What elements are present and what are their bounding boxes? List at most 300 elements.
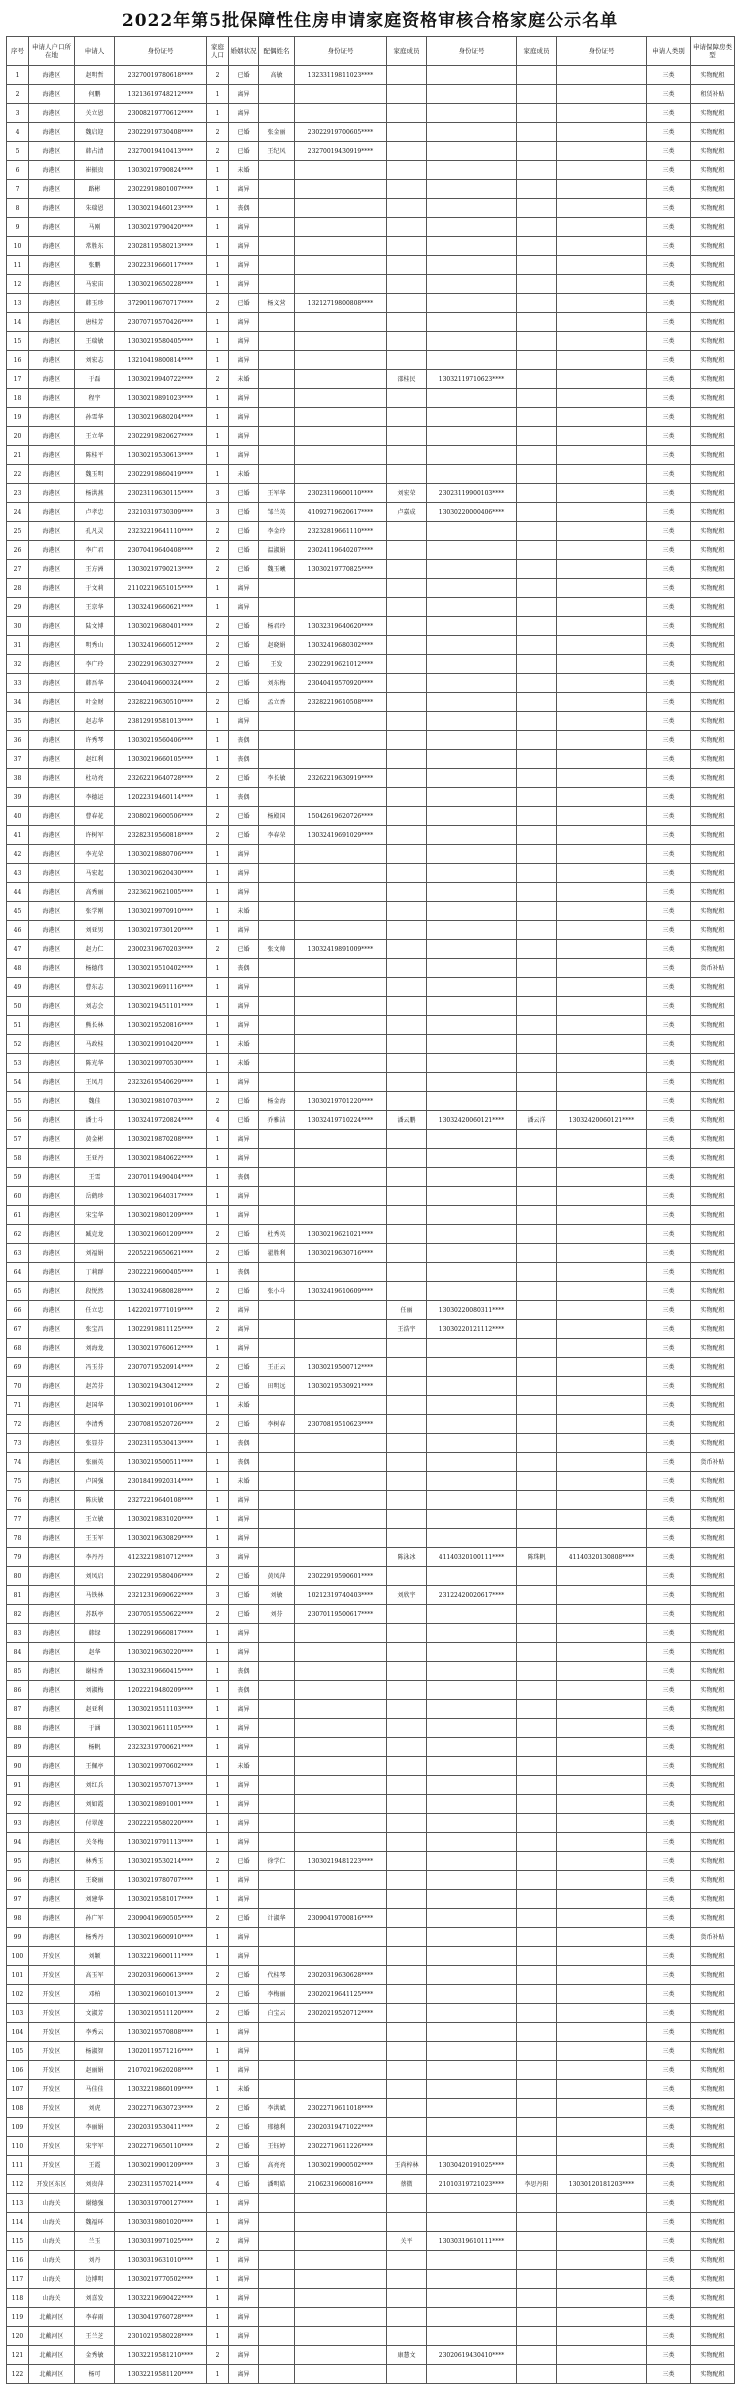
table-row [7, 921, 735, 940]
cell-id: 13030219791113**** [115, 1833, 207, 1852]
cell-residence: 海港区 [29, 465, 75, 484]
cell-household-size: 1 [207, 1947, 229, 1966]
cell-id: 12022319460114**** [115, 788, 207, 807]
col-header-housing-type: 申请保障房类型 [691, 37, 735, 66]
cell-housing-type: 实物配租 [691, 1377, 735, 1396]
cell-spouse-name: 李春荣 [259, 826, 295, 845]
cell-member1-id [427, 1605, 517, 1624]
cell-applicant: 臧克龙 [75, 1225, 115, 1244]
cell-index: 49 [7, 978, 29, 997]
cell-residence: 海港区 [29, 161, 75, 180]
cell-applicant: 刘福娟 [75, 1244, 115, 1263]
cell-member1-id [427, 1643, 517, 1662]
cell-category: 三类 [647, 408, 691, 427]
cell-member1-id [427, 427, 517, 446]
cell-member2 [517, 902, 557, 921]
cell-applicant: 高秀丽 [75, 883, 115, 902]
cell-household-size: 1 [207, 237, 229, 256]
cell-member1-id [427, 465, 517, 484]
cell-spouse-id: 23020219641125**** [295, 1985, 387, 2004]
cell-housing-type: 实物配租 [691, 788, 735, 807]
cell-applicant: 李春雨 [75, 2308, 115, 2327]
cell-housing-type: 实物配租 [691, 1263, 735, 1282]
cell-member2 [517, 484, 557, 503]
cell-residence: 海港区 [29, 598, 75, 617]
cell-category: 三类 [647, 1149, 691, 1168]
cell-spouse-id [295, 2327, 387, 2346]
cell-member2-id [557, 1282, 647, 1301]
cell-spouse-name [259, 2232, 295, 2251]
cell-household-size: 2 [207, 1320, 229, 1339]
cell-household-size: 1 [207, 1073, 229, 1092]
cell-household-size: 1 [207, 2365, 229, 2384]
table-row [7, 1415, 735, 1434]
cell-spouse-name: 王军华 [259, 484, 295, 503]
cell-spouse-id: 10212319740403**** [295, 1586, 387, 1605]
cell-id: 13030219660105**** [115, 750, 207, 769]
cell-applicant: 张丽英 [75, 1453, 115, 1472]
cell-applicant: 王瑞敏 [75, 332, 115, 351]
cell-id: 23022219600405**** [115, 1263, 207, 1282]
cell-member2 [517, 1624, 557, 1643]
table-row [7, 788, 735, 807]
cell-category: 三类 [647, 1263, 691, 1282]
cell-household-size: 1 [207, 1130, 229, 1149]
table-row [7, 2327, 735, 2346]
cell-member2-id [557, 1035, 647, 1054]
cell-member2 [517, 636, 557, 655]
cell-id: 23210319730309**** [115, 503, 207, 522]
cell-id: 23282219630510**** [115, 693, 207, 712]
cell-marital-status: 离异 [229, 2061, 259, 2080]
cell-applicant: 李丹丹 [75, 1548, 115, 1567]
cell-category: 三类 [647, 123, 691, 142]
cell-category: 三类 [647, 1871, 691, 1890]
cell-member2 [517, 2042, 557, 2061]
cell-index: 64 [7, 1263, 29, 1282]
cell-housing-type: 实物配租 [691, 1529, 735, 1548]
cell-index: 6 [7, 161, 29, 180]
cell-member2-id [557, 1130, 647, 1149]
cell-member2-id [557, 427, 647, 446]
table-row [7, 807, 735, 826]
cell-residence: 海港区 [29, 560, 75, 579]
cell-residence: 海港区 [29, 921, 75, 940]
cell-member1-id [427, 1358, 517, 1377]
cell-member1-id [427, 1662, 517, 1681]
table-row [7, 237, 735, 256]
cell-marital-status: 已婚 [229, 807, 259, 826]
table-row [7, 1757, 735, 1776]
cell-id: 23070719570426**** [115, 313, 207, 332]
cell-member2 [517, 1852, 557, 1871]
cell-index: 5 [7, 142, 29, 161]
cell-index: 116 [7, 2251, 29, 2270]
cell-household-size: 1 [207, 1263, 229, 1282]
cell-member2-id [557, 1358, 647, 1377]
cell-spouse-name: 张文帅 [259, 940, 295, 959]
cell-member2-id [557, 465, 647, 484]
cell-spouse-name [259, 1548, 295, 1567]
cell-member1-id [427, 1263, 517, 1282]
cell-household-size: 2 [207, 560, 229, 579]
table-row [7, 1814, 735, 1833]
cell-household-size: 1 [207, 1738, 229, 1757]
cell-residence: 开发区 [29, 2004, 75, 2023]
cell-marital-status: 离异 [229, 104, 259, 123]
cell-member2-id [557, 1681, 647, 1700]
cell-member2 [517, 1092, 557, 1111]
cell-category: 三类 [647, 1643, 691, 1662]
cell-spouse-name [259, 2061, 295, 2080]
cell-member1 [387, 807, 427, 826]
cell-category: 三类 [647, 1130, 691, 1149]
table-row [7, 465, 735, 484]
cell-spouse-name [259, 883, 295, 902]
cell-household-size: 1 [207, 351, 229, 370]
cell-applicant: 王玉军 [75, 1529, 115, 1548]
cell-household-size: 3 [207, 503, 229, 522]
cell-member2 [517, 1320, 557, 1339]
cell-spouse-id [295, 1206, 387, 1225]
cell-member1-id [427, 2004, 517, 2023]
cell-spouse-name [259, 275, 295, 294]
cell-member2-id [557, 1206, 647, 1225]
cell-category: 三类 [647, 921, 691, 940]
cell-member1: 康慧文 [387, 2346, 427, 2365]
cell-id: 13030219500511**** [115, 1453, 207, 1472]
cell-member1-id [427, 2061, 517, 2080]
table-row [7, 85, 735, 104]
cell-residence: 海港区 [29, 1909, 75, 1928]
cell-marital-status: 离异 [229, 2042, 259, 2061]
cell-residence: 海港区 [29, 1301, 75, 1320]
cell-member1 [387, 256, 427, 275]
cell-spouse-id [295, 180, 387, 199]
table-row [7, 579, 735, 598]
table-row [7, 446, 735, 465]
cell-member1 [387, 2042, 427, 2061]
cell-marital-status: 离异 [229, 2308, 259, 2327]
cell-member2-id [557, 2289, 647, 2308]
cell-index: 55 [7, 1092, 29, 1111]
cell-member1 [387, 1263, 427, 1282]
cell-index: 30 [7, 617, 29, 636]
cell-member2 [517, 1263, 557, 1282]
cell-member1-id [427, 1871, 517, 1890]
cell-category: 三类 [647, 1909, 691, 1928]
cell-index: 20 [7, 427, 29, 446]
cell-housing-type: 实物配租 [691, 1548, 735, 1567]
cell-id: 23272219640108**** [115, 1491, 207, 1510]
cell-member2 [517, 1301, 557, 1320]
cell-household-size: 1 [207, 978, 229, 997]
cell-household-size: 2 [207, 2004, 229, 2023]
cell-applicant: 赵力仁 [75, 940, 115, 959]
cell-member1 [387, 1567, 427, 1586]
cell-household-size: 3 [207, 484, 229, 503]
cell-member2-id [557, 1624, 647, 1643]
cell-member1-id [427, 788, 517, 807]
cell-id: 13030219831020**** [115, 1510, 207, 1529]
cell-household-size: 1 [207, 389, 229, 408]
cell-index: 85 [7, 1662, 29, 1681]
cell-member1 [387, 579, 427, 598]
cell-spouse-name: 杨君玲 [259, 617, 295, 636]
cell-category: 三类 [647, 180, 691, 199]
cell-member1 [387, 2099, 427, 2118]
cell-category: 三类 [647, 1396, 691, 1415]
cell-residence: 海港区 [29, 750, 75, 769]
cell-spouse-id [295, 1529, 387, 1548]
cell-spouse-id [295, 1301, 387, 1320]
cell-id: 23018419920314**** [115, 1472, 207, 1491]
col-header-member2-id: 身份证号 [557, 37, 647, 66]
cell-spouse-id: 23262219630919**** [295, 769, 387, 788]
cell-member1-id: 23023119900103**** [427, 484, 517, 503]
cell-member1 [387, 636, 427, 655]
cell-marital-status: 已婚 [229, 1244, 259, 1263]
cell-household-size: 1 [207, 845, 229, 864]
cell-index: 72 [7, 1415, 29, 1434]
cell-spouse-id [295, 313, 387, 332]
table-row [7, 1434, 735, 1453]
cell-member1 [387, 199, 427, 218]
cell-member2 [517, 1833, 557, 1852]
cell-id: 13030319631010**** [115, 2251, 207, 2270]
cell-category: 三类 [647, 978, 691, 997]
table-row [7, 1149, 735, 1168]
cell-member2 [517, 1890, 557, 1909]
cell-member1 [387, 1491, 427, 1510]
cell-residence: 海港区 [29, 1624, 75, 1643]
cell-member2-id [557, 1472, 647, 1491]
cell-member1 [387, 1225, 427, 1244]
cell-category: 三类 [647, 2251, 691, 2270]
cell-member2-id [557, 1149, 647, 1168]
table-row [7, 940, 735, 959]
cell-household-size: 2 [207, 1415, 229, 1434]
cell-index: 4 [7, 123, 29, 142]
cell-marital-status: 离异 [229, 1700, 259, 1719]
cell-index: 29 [7, 598, 29, 617]
cell-household-size: 3 [207, 1548, 229, 1567]
cell-spouse-id [295, 845, 387, 864]
cell-index: 108 [7, 2099, 29, 2118]
table-row [7, 313, 735, 332]
table-row [7, 2346, 735, 2365]
cell-household-size: 1 [207, 902, 229, 921]
cell-member2-id [557, 674, 647, 693]
cell-spouse-name [259, 1795, 295, 1814]
cell-spouse-id [295, 598, 387, 617]
cell-index: 8 [7, 199, 29, 218]
cell-marital-status: 离异 [229, 1871, 259, 1890]
cell-housing-type: 实物配租 [691, 1130, 735, 1149]
cell-member2: 陈珠帆 [517, 1548, 557, 1567]
cell-member1 [387, 1339, 427, 1358]
cell-member2-id [557, 1187, 647, 1206]
cell-household-size: 1 [207, 1795, 229, 1814]
cell-index: 114 [7, 2213, 29, 2232]
cell-applicant: 孙雪华 [75, 408, 115, 427]
cell-applicant: 王凤月 [75, 1073, 115, 1092]
cell-category: 三类 [647, 1339, 691, 1358]
cell-index: 54 [7, 1073, 29, 1092]
cell-member2-id [557, 1491, 647, 1510]
cell-member1-id [427, 1453, 517, 1472]
cell-id: 13030319700127**** [115, 2194, 207, 2213]
cell-member2-id [557, 750, 647, 769]
cell-housing-type: 实物配租 [691, 2194, 735, 2213]
table-row [7, 2308, 735, 2327]
cell-residence: 海港区 [29, 940, 75, 959]
cell-residence: 海港区 [29, 313, 75, 332]
cell-member1-id: 23020619430410**** [427, 2346, 517, 2365]
cell-member2 [517, 826, 557, 845]
cell-index: 33 [7, 674, 29, 693]
cell-applicant: 杨秀丹 [75, 1928, 115, 1947]
cell-index: 79 [7, 1548, 29, 1567]
cell-spouse-id: 23070819510623**** [295, 1415, 387, 1434]
cell-member2 [517, 2327, 557, 2346]
cell-household-size: 2 [207, 617, 229, 636]
cell-spouse-id [295, 161, 387, 180]
cell-member1: 卢嘉成 [387, 503, 427, 522]
cell-applicant: 苏跃亭 [75, 1605, 115, 1624]
table-row [7, 332, 735, 351]
cell-member2-id [557, 1662, 647, 1681]
cell-spouse-name: 李长敏 [259, 769, 295, 788]
cell-member1 [387, 1909, 427, 1928]
cell-spouse-id [295, 427, 387, 446]
cell-spouse-id: 23020219520712**** [295, 2004, 387, 2023]
cell-applicant: 杨可 [75, 2365, 115, 2384]
cell-id: 13030219870208**** [115, 1130, 207, 1149]
cell-household-size: 1 [207, 199, 229, 218]
cell-marital-status: 离异 [229, 218, 259, 237]
cell-member2 [517, 2004, 557, 2023]
cell-spouse-name: 张金丽 [259, 123, 295, 142]
cell-spouse-name [259, 1073, 295, 1092]
cell-applicant: 兰玉 [75, 2232, 115, 2251]
cell-category: 三类 [647, 484, 691, 503]
cell-id: 13030219530613**** [115, 446, 207, 465]
cell-member1-id [427, 142, 517, 161]
cell-member2 [517, 1928, 557, 1947]
table-row [7, 104, 735, 123]
cell-household-size: 1 [207, 161, 229, 180]
cell-spouse-name: 魏玉曦 [259, 560, 295, 579]
cell-spouse-id: 23022919700605**** [295, 123, 387, 142]
cell-category: 三类 [647, 2118, 691, 2137]
cell-marital-status: 已婚 [229, 1985, 259, 2004]
cell-housing-type: 实物配租 [691, 2004, 735, 2023]
cell-housing-type: 实物配租 [691, 1662, 735, 1681]
cell-spouse-id [295, 1776, 387, 1795]
cell-residence: 海港区 [29, 1586, 75, 1605]
cell-category: 三类 [647, 1776, 691, 1795]
cell-housing-type: 实物配租 [691, 123, 735, 142]
cell-member1 [387, 85, 427, 104]
cell-category: 三类 [647, 66, 691, 85]
cell-spouse-name [259, 2289, 295, 2308]
cell-housing-type: 实物配租 [691, 1168, 735, 1187]
cell-spouse-id [295, 883, 387, 902]
cell-marital-status: 已婚 [229, 1092, 259, 1111]
cell-member1 [387, 427, 427, 446]
cell-marital-status: 离异 [229, 1624, 259, 1643]
cell-marital-status: 离异 [229, 1719, 259, 1738]
cell-spouse-id: 13032419691029**** [295, 826, 387, 845]
cell-spouse-name [259, 465, 295, 484]
cell-housing-type: 实物配租 [691, 1890, 735, 1909]
cell-housing-type: 实物配租 [691, 2232, 735, 2251]
cell-residence: 海港区 [29, 978, 75, 997]
cell-spouse-name [259, 1947, 295, 1966]
cell-residence: 海港区 [29, 123, 75, 142]
cell-category: 三类 [647, 1377, 691, 1396]
cell-spouse-name [259, 921, 295, 940]
cell-spouse-name [259, 199, 295, 218]
cell-member1: 任丽 [387, 1301, 427, 1320]
cell-index: 57 [7, 1130, 29, 1149]
cell-member1-id [427, 826, 517, 845]
cell-marital-status: 离异 [229, 845, 259, 864]
cell-id: 23232319700621**** [115, 1738, 207, 1757]
cell-index: 73 [7, 1434, 29, 1453]
cell-housing-type: 实物配租 [691, 522, 735, 541]
cell-index: 91 [7, 1776, 29, 1795]
cell-member1-id [427, 940, 517, 959]
cell-id: 23022719650110**** [115, 2137, 207, 2156]
cell-residence: 海港区 [29, 731, 75, 750]
cell-housing-type: 实物配租 [691, 2270, 735, 2289]
cell-member1 [387, 2365, 427, 2384]
cell-member2 [517, 1871, 557, 1890]
cell-spouse-name: 邹兰英 [259, 503, 295, 522]
cell-member1: 蔡微 [387, 2175, 427, 2194]
cell-applicant: 何鹏 [75, 85, 115, 104]
cell-member2 [517, 1225, 557, 1244]
cell-category: 三类 [647, 1548, 691, 1567]
cell-index: 102 [7, 1985, 29, 2004]
cell-category: 三类 [647, 1605, 691, 1624]
cell-household-size: 1 [207, 1453, 229, 1472]
cell-applicant: 刘虎 [75, 2099, 115, 2118]
cell-member1-id [427, 2289, 517, 2308]
cell-spouse-name: 田明远 [259, 1377, 295, 1396]
cell-id: 13030219910106**** [115, 1396, 207, 1415]
cell-member1 [387, 1510, 427, 1529]
cell-applicant: 任立忠 [75, 1301, 115, 1320]
cell-member1-id [427, 1738, 517, 1757]
cell-member2 [517, 2156, 557, 2175]
cell-spouse-id [295, 1396, 387, 1415]
cell-category: 三类 [647, 1035, 691, 1054]
cell-household-size: 2 [207, 294, 229, 313]
cell-index: 87 [7, 1700, 29, 1719]
cell-household-size: 4 [207, 2175, 229, 2194]
col-header-member1: 家庭成员 [387, 37, 427, 66]
cell-member2 [517, 465, 557, 484]
cell-member2-id [557, 1415, 647, 1434]
cell-id: 13030319801020**** [115, 2213, 207, 2232]
cell-member1-id [427, 579, 517, 598]
cell-member1-id [427, 1510, 517, 1529]
cell-member1 [387, 1681, 427, 1700]
cell-spouse-name: 王正云 [259, 1358, 295, 1377]
